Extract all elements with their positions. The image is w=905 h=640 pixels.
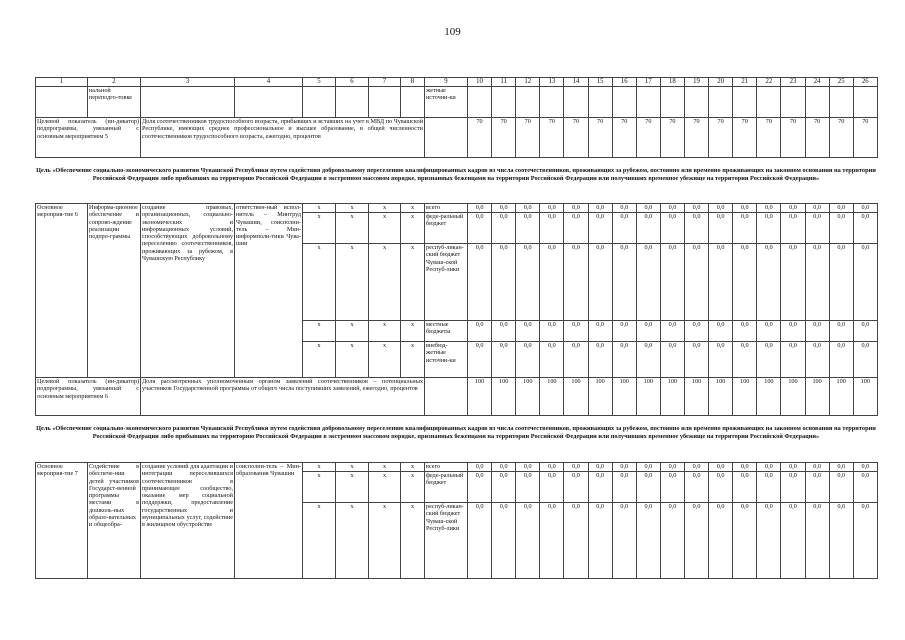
code-cell: x (336, 472, 369, 503)
indicator-value: 70 (636, 118, 660, 158)
value-cell: 0,0 (805, 463, 829, 472)
column-number: 13 (540, 78, 564, 87)
value-cell: 0,0 (564, 463, 588, 472)
code-cell: x (369, 463, 401, 472)
value-cell: 0,0 (684, 342, 708, 378)
column-number: 22 (757, 78, 781, 87)
measure-description: создание условий для адаптации и интеграции переселившихся соотечественников в принимающее сообщество, оказание мер социальной поддержки, предоставление государственных и муниципальных услуг, содействие в жилищном обустройстве (141, 463, 235, 579)
value-cell: 0,0 (492, 463, 516, 472)
value-cell: 0,0 (805, 503, 829, 579)
value-cell: 0,0 (564, 244, 588, 321)
indicator-label: Целевой показатель (ин-дикатор) подпрограммы, увязанный с основным мероприятием 5 (36, 118, 141, 158)
column-number: 19 (684, 78, 708, 87)
value-cell: 0,0 (516, 244, 540, 321)
value-cell: 0,0 (516, 321, 540, 342)
code-cell: x (401, 472, 425, 503)
column-number: 16 (612, 78, 636, 87)
indicator-value: 100 (829, 378, 853, 416)
code-cell: x (336, 503, 369, 579)
value-cell: 0,0 (709, 213, 733, 244)
value-cell: 0,0 (588, 321, 612, 342)
table-top (35, 77, 878, 158)
value-cell: 0,0 (684, 503, 708, 579)
code-cell: x (369, 321, 401, 342)
indicator-value: 100 (468, 378, 492, 416)
indicator-value: 70 (684, 118, 708, 158)
value-cell: 0,0 (757, 463, 781, 472)
code-cell: x (401, 321, 425, 342)
indicator-value: 100 (805, 378, 829, 416)
column-number: 25 (829, 78, 853, 87)
value-cell: 0,0 (733, 472, 757, 503)
value-cell: 0,0 (709, 321, 733, 342)
value-cell: 0,0 (468, 244, 492, 321)
value-cell: 0,0 (468, 463, 492, 472)
value-cell: 0,0 (492, 321, 516, 342)
code-cell: x (401, 342, 425, 378)
value-cell: 0,0 (660, 503, 684, 579)
value-cell: 0,0 (612, 342, 636, 378)
value-cell: 0,0 (540, 244, 564, 321)
indicator-value: 100 (733, 378, 757, 416)
indicator-label: Целевой показатель (ин-дикатор) подпрограммы, увязанный с основным мероприятием 6 (36, 378, 141, 416)
value-cell: 0,0 (660, 463, 684, 472)
value-cell: 0,0 (805, 342, 829, 378)
indicator-value: 70 (757, 118, 781, 158)
value-cell: 0,0 (733, 213, 757, 244)
value-cell: 0,0 (829, 244, 853, 321)
funding-source: всего (425, 204, 468, 213)
indicator-value: 100 (853, 378, 877, 416)
value-cell: 0,0 (516, 204, 540, 213)
code-cell: x (369, 342, 401, 378)
value-cell: 0,0 (540, 342, 564, 378)
page-number: 109 (444, 26, 461, 38)
value-cell: 0,0 (757, 503, 781, 579)
goal-heading-2: Цель «Обеспечение социально-экономического развития Чувашской Республики путем содействия добровольному переселению квалифицированных кадров из числа соотечественников, проживающих за рубежом, постоянно или временно проживающих на законном основании на территории Российской Федерации либо прибывших на территорию Российской Федерации в экстренном массовом порядке, признанных беженцами на территории Российской Федерации или получивших временное убежище на территории Российской Федерации» (36, 425, 876, 440)
code-cell: x (401, 213, 425, 244)
code-cell: x (401, 463, 425, 472)
code-cell: x (303, 244, 336, 321)
value-cell: 0,0 (588, 213, 612, 244)
value-cell: 0,0 (757, 342, 781, 378)
column-number: 24 (805, 78, 829, 87)
value-cell: 0,0 (636, 342, 660, 378)
value-cell: 0,0 (588, 463, 612, 472)
continuation-row (36, 87, 878, 118)
code-cell: x (336, 244, 369, 321)
value-cell: 0,0 (468, 503, 492, 579)
code-cell: x (336, 321, 369, 342)
column-number: 4 (235, 78, 303, 87)
funding-source: респуб-ликан-ский бюджет Чуваш-ской Респуб-лики (425, 244, 468, 321)
value-cell: 0,0 (805, 244, 829, 321)
value-cell: 0,0 (684, 244, 708, 321)
indicator-row (36, 378, 878, 416)
value-cell: 0,0 (733, 342, 757, 378)
code-cell: x (303, 472, 336, 503)
value-cell: 0,0 (612, 204, 636, 213)
code-cell: x (303, 213, 336, 244)
value-cell: 0,0 (684, 213, 708, 244)
value-cell: 0,0 (660, 472, 684, 503)
column-number: 10 (468, 78, 492, 87)
value-cell: 0,0 (540, 204, 564, 213)
indicator-value: 70 (612, 118, 636, 158)
value-cell: 0,0 (564, 204, 588, 213)
indicator-value: 100 (516, 378, 540, 416)
value-cell: 0,0 (660, 321, 684, 342)
measure-description: создание правовых, организационных, социально-экономических и информационных условий, способствующих добровольному переселению соотечественников, проживающих за рубежом, в Чувашскую Республику (141, 204, 235, 378)
indicator-value: 70 (516, 118, 540, 158)
column-number: 1 (36, 78, 88, 87)
value-cell: 0,0 (468, 472, 492, 503)
value-cell: 0,0 (492, 244, 516, 321)
value-cell: 0,0 (853, 472, 877, 503)
value-cell: 0,0 (492, 342, 516, 378)
value-cell: 0,0 (660, 213, 684, 244)
value-cell: 0,0 (853, 463, 877, 472)
code-cell: x (303, 321, 336, 342)
indicator-value: 100 (757, 378, 781, 416)
value-cell: 0,0 (757, 244, 781, 321)
value-cell: 0,0 (540, 503, 564, 579)
value-cell: 0,0 (684, 472, 708, 503)
value-cell: 0,0 (516, 463, 540, 472)
indicator-text: Доля соотечественников трудоспособного возраста, прибывших и вставших на учет в МВД по Чувашской Республике, имеющих среднее профессиональное и высшее образование, в общей численности соотечественников трудоспособного возраста, ежегодно, процентов (141, 118, 425, 158)
measure-name: Информа-ционное обеспечение и сопрово-ждение реализации подпро-граммы (88, 204, 141, 378)
indicator-value: 100 (612, 378, 636, 416)
code-cell: x (369, 244, 401, 321)
value-cell: 0,0 (805, 204, 829, 213)
value-cell: 0,0 (829, 503, 853, 579)
value-cell: 0,0 (660, 244, 684, 321)
value-cell: 0,0 (733, 204, 757, 213)
value-cell: 0,0 (709, 204, 733, 213)
funding-source: внебюд-жетные источни-ки (425, 342, 468, 378)
value-cell: 0,0 (612, 321, 636, 342)
value-cell: 0,0 (492, 472, 516, 503)
measure-responsible: ответствен-ный испол-нитель – Минтруд Чувашии, соисполни-тель – Мин-информполи-тики Чува-шии (235, 204, 303, 378)
continuation-name: нальной переподго-товке (88, 87, 141, 118)
column-number: 26 (853, 78, 877, 87)
value-cell: 0,0 (540, 213, 564, 244)
value-cell: 0,0 (684, 321, 708, 342)
value-cell: 0,0 (636, 472, 660, 503)
code-cell: x (336, 204, 369, 213)
value-cell: 0,0 (781, 463, 805, 472)
code-cell: x (369, 472, 401, 503)
measure-responsible: соисполни-тель – Мин-образования Чувашии (235, 463, 303, 579)
value-cell: 0,0 (853, 244, 877, 321)
value-cell: 0,0 (684, 204, 708, 213)
indicator-value: 100 (588, 378, 612, 416)
funding-source: феде-ральный бюджет (425, 213, 468, 244)
value-cell: 0,0 (516, 213, 540, 244)
value-cell: 0,0 (853, 321, 877, 342)
indicator-value: 70 (781, 118, 805, 158)
value-cell: 0,0 (636, 204, 660, 213)
code-cell: x (369, 503, 401, 579)
value-cell: 0,0 (757, 472, 781, 503)
table-measure-7 (35, 462, 878, 579)
column-number: 3 (141, 78, 235, 87)
value-cell: 0,0 (540, 472, 564, 503)
funding-source: всего (425, 463, 468, 472)
value-cell: 0,0 (564, 503, 588, 579)
value-cell: 0,0 (781, 503, 805, 579)
value-cell: 0,0 (853, 204, 877, 213)
indicator-value: 100 (709, 378, 733, 416)
code-cell: x (336, 342, 369, 378)
funding-source: респуб-ликан-ский бюджет Чуваш-ской Респуб-лики (425, 503, 468, 579)
value-cell: 0,0 (709, 463, 733, 472)
value-cell: 0,0 (829, 463, 853, 472)
indicator-value: 70 (468, 118, 492, 158)
value-cell: 0,0 (564, 342, 588, 378)
value-cell: 0,0 (829, 342, 853, 378)
value-cell: 0,0 (468, 204, 492, 213)
value-cell: 0,0 (829, 213, 853, 244)
funding-source: местные бюджеты (425, 321, 468, 342)
column-number-row (36, 78, 878, 87)
value-cell: 0,0 (709, 244, 733, 321)
value-cell: 0,0 (757, 204, 781, 213)
column-number: 21 (733, 78, 757, 87)
indicator-text: Доля рассмотренных уполномоченным органом заявлений соотечественников – потенциальных участников Государственной программы от общего числа поступивших заявлений, ежегодно, процентов (141, 378, 425, 416)
value-cell: 0,0 (516, 472, 540, 503)
value-cell: 0,0 (853, 503, 877, 579)
value-cell: 0,0 (468, 321, 492, 342)
value-cell: 0,0 (636, 321, 660, 342)
value-cell: 0,0 (781, 342, 805, 378)
indicator-value: 70 (588, 118, 612, 158)
value-cell: 0,0 (588, 204, 612, 213)
value-cell: 0,0 (733, 244, 757, 321)
value-cell: 0,0 (781, 472, 805, 503)
value-cell: 0,0 (781, 321, 805, 342)
indicator-value: 70 (733, 118, 757, 158)
column-number: 9 (425, 78, 468, 87)
indicator-value: 100 (492, 378, 516, 416)
value-cell: 0,0 (612, 213, 636, 244)
value-cell: 0,0 (757, 213, 781, 244)
table-row (36, 463, 878, 472)
value-cell: 0,0 (781, 213, 805, 244)
indicator-value: 70 (492, 118, 516, 158)
column-number: 17 (636, 78, 660, 87)
column-number: 8 (401, 78, 425, 87)
indicator-value: 70 (709, 118, 733, 158)
value-cell: 0,0 (516, 342, 540, 378)
column-number: 20 (709, 78, 733, 87)
value-cell: 0,0 (564, 321, 588, 342)
value-cell: 0,0 (781, 204, 805, 213)
value-cell: 0,0 (709, 503, 733, 579)
value-cell: 0,0 (733, 321, 757, 342)
indicator-value: 100 (660, 378, 684, 416)
indicator-value: 70 (853, 118, 877, 158)
column-number: 18 (660, 78, 684, 87)
value-cell: 0,0 (540, 463, 564, 472)
indicator-value: 100 (781, 378, 805, 416)
code-cell: x (303, 204, 336, 213)
code-cell: x (401, 503, 425, 579)
value-cell: 0,0 (636, 244, 660, 321)
value-cell: 0,0 (516, 503, 540, 579)
value-cell: 0,0 (612, 463, 636, 472)
value-cell: 0,0 (588, 472, 612, 503)
code-cell: x (401, 244, 425, 321)
value-cell: 0,0 (468, 213, 492, 244)
value-cell: 0,0 (829, 472, 853, 503)
column-number: 12 (516, 78, 540, 87)
code-cell: x (369, 204, 401, 213)
code-cell: x (303, 463, 336, 472)
indicator-value: 70 (540, 118, 564, 158)
code-cell: x (369, 213, 401, 244)
value-cell: 0,0 (805, 213, 829, 244)
value-cell: 0,0 (588, 244, 612, 321)
value-cell: 0,0 (829, 321, 853, 342)
column-number: 2 (88, 78, 141, 87)
value-cell: 0,0 (636, 213, 660, 244)
measure-label: Основное мероприя-тие 7 (36, 463, 88, 579)
column-number: 5 (303, 78, 336, 87)
column-number: 7 (369, 78, 401, 87)
code-cell: x (336, 213, 369, 244)
value-cell: 0,0 (588, 503, 612, 579)
value-cell: 0,0 (805, 472, 829, 503)
value-cell: 0,0 (709, 472, 733, 503)
value-cell: 0,0 (636, 463, 660, 472)
value-cell: 0,0 (805, 321, 829, 342)
code-cell: x (303, 342, 336, 378)
column-number: 11 (492, 78, 516, 87)
value-cell: 0,0 (468, 342, 492, 378)
value-cell: 0,0 (636, 503, 660, 579)
column-number: 23 (781, 78, 805, 87)
indicator-row-5 (36, 118, 878, 158)
indicator-value: 70 (564, 118, 588, 158)
value-cell: 0,0 (564, 213, 588, 244)
value-cell: 0,0 (709, 342, 733, 378)
code-cell: x (336, 463, 369, 472)
table-measure-6 (35, 203, 878, 416)
table-row (36, 204, 878, 213)
value-cell: 0,0 (660, 204, 684, 213)
goal-heading: Цель «Обеспечение социально-экономического развития Чувашской Республики путем содействия добровольному переселению квалифицированных кадров из числа соотечественников, проживающих за рубежом, постоянно или временно проживающих на законном основании на территории Российской Федерации либо прибывших на территорию Российской Федерации в экстренном массовом порядке, признанных беженцами на территории Российской Федерации или получивших временное убежище на территории Российской Федерации» (36, 167, 876, 182)
value-cell: 0,0 (853, 342, 877, 378)
value-cell: 0,0 (829, 204, 853, 213)
funding-source: феде-ральный бюджет (425, 472, 468, 503)
value-cell: 0,0 (733, 503, 757, 579)
value-cell: 0,0 (612, 503, 636, 579)
continuation-source: жетные источни-ки (425, 87, 468, 118)
value-cell: 0,0 (733, 463, 757, 472)
value-cell: 0,0 (612, 244, 636, 321)
indicator-value: 70 (829, 118, 853, 158)
indicator-value: 100 (684, 378, 708, 416)
value-cell: 0,0 (757, 321, 781, 342)
value-cell: 0,0 (588, 342, 612, 378)
indicator-value: 100 (636, 378, 660, 416)
indicator-value: 70 (805, 118, 829, 158)
measure-label: Основное мероприя-тие 6 (36, 204, 88, 378)
column-number: 6 (336, 78, 369, 87)
value-cell: 0,0 (540, 321, 564, 342)
column-number: 14 (564, 78, 588, 87)
column-number: 15 (588, 78, 612, 87)
indicator-value: 70 (660, 118, 684, 158)
value-cell: 0,0 (781, 244, 805, 321)
value-cell: 0,0 (660, 342, 684, 378)
value-cell: 0,0 (492, 213, 516, 244)
value-cell: 0,0 (492, 204, 516, 213)
code-cell: x (401, 204, 425, 213)
code-cell: x (303, 503, 336, 579)
value-cell: 0,0 (684, 463, 708, 472)
value-cell: 0,0 (492, 503, 516, 579)
value-cell: 0,0 (853, 213, 877, 244)
measure-name: Содействие в обеспече-нии детей участников Государст-венной программы местами в дошколь-ных образо-вательных и общеобра- (88, 463, 141, 579)
indicator-value: 100 (564, 378, 588, 416)
indicator-value: 100 (540, 378, 564, 416)
value-cell: 0,0 (564, 472, 588, 503)
value-cell: 0,0 (612, 472, 636, 503)
